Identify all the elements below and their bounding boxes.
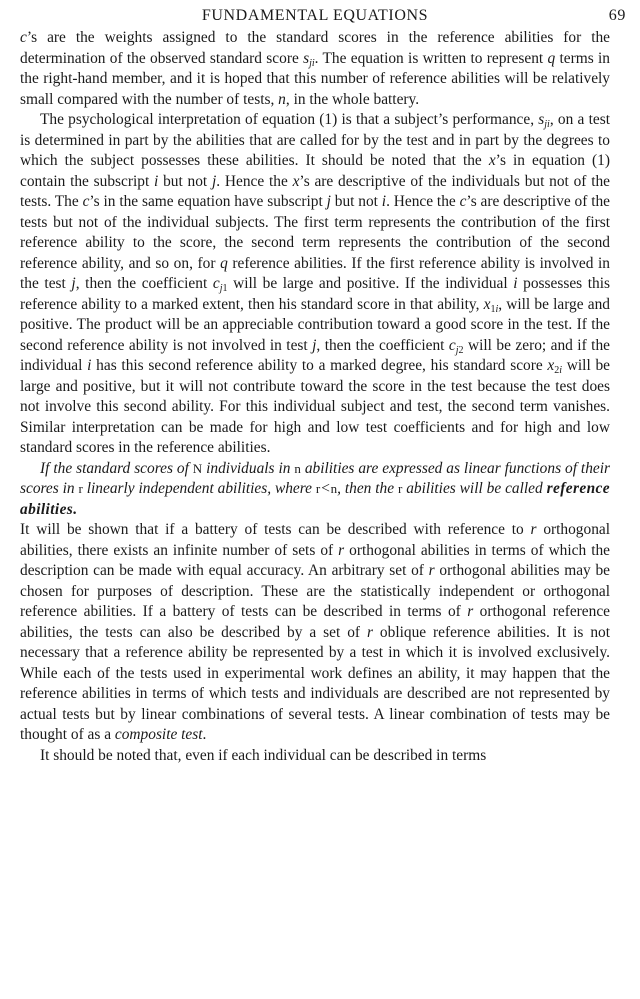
page-body (20, 28, 610, 766)
paragraph-final: It should be noted that, even if each individual can be described in terms (40, 746, 487, 764)
definition-reference-abilities: If the standard scores of N individuals in n abilities are expressed as linear functions of their scores in r linearly independent abilities, where r<n, then the r abilities will be called reference abilities. (20, 459, 610, 518)
page-number: 69 (608, 7, 626, 24)
paragraph-orthogonal: It will be shown that if a battery of tests can be described with reference to r orthogonal abilities, there exists an infinite number of sets of r orthogonal abilities in terms of which the description can be made with equal accuracy. An arbitrary set of r orthogonal abilities may be chosen for purposes of description. These are the statistically independent or orthogonal reference abilities. If a battery of tests can be described in terms of r orthogonal reference abilities, the tests can also be described by a set of r oblique reference abilities. It is not necessary that a reference ability be represented by a test in which it is involved exclusively. While each of the tests used in experimental work defines an ability, it may happen that the reference abilities in terms of which tests and individuals are described are not represented by actual tests but by linear combinations of several tests. A linear combination of tests may be thought of as a composite test. (20, 521, 611, 743)
paragraph-weights: c’s are the weights assigned to the standard scores in the reference abilities for the determination of the observed standard score $s_{ji}$. The equation is written to represent q terms in the right-hand member, and it is hoped that this number of reference abilities will be relatively small compared with the number of tests, n, in the whole battery. (20, 29, 610, 108)
running-head: FUNDAMENTAL EQUATIONS (201, 7, 429, 24)
page-header (20, 4, 626, 26)
paragraph-interpretation: The psychological interpretation of equation (1) is that a subject’s performance, $s_{ji}$, on a test is determined in part by the abilities that are called for by the test and in part by the degrees to which the subject possesses these abilities. It should be noted that the x’s in equation (1) contain the subscript i but not j. Hence the x’s are descriptive of the individuals but not of the tests. The c’s in the same equation have subscript j but not i. Hence the c’s are descriptive of the tests but not of the individual subjects. The first term represents the contribution of the first reference ability to the score, the second term represents the contribution of the second reference ability, and so on, for q reference abilities. If the first reference ability is involved in the test j, then the coefficient $c_{j1}$ will be large and positive. If the individual i possesses this reference ability to a marked extent, then his standard score in that ability, $x_{1i}$, will be large and positive. The product will be an appreciable contribution toward a good score in the test. If the second reference ability is not involved in test j, then the coefficient $c_{j2}$ will be zero; and if the individual i has this second reference ability to a marked degree, his standard score $x_{2i}$ will be large and positive, but it will not contribute toward the score in the test because the test does not involve this second ability. For this individual subject and test, the second term vanishes. Similar interpretation can be made for high and low test coefficients and for high and low standard scores in the reference abilities. (20, 111, 611, 456)
